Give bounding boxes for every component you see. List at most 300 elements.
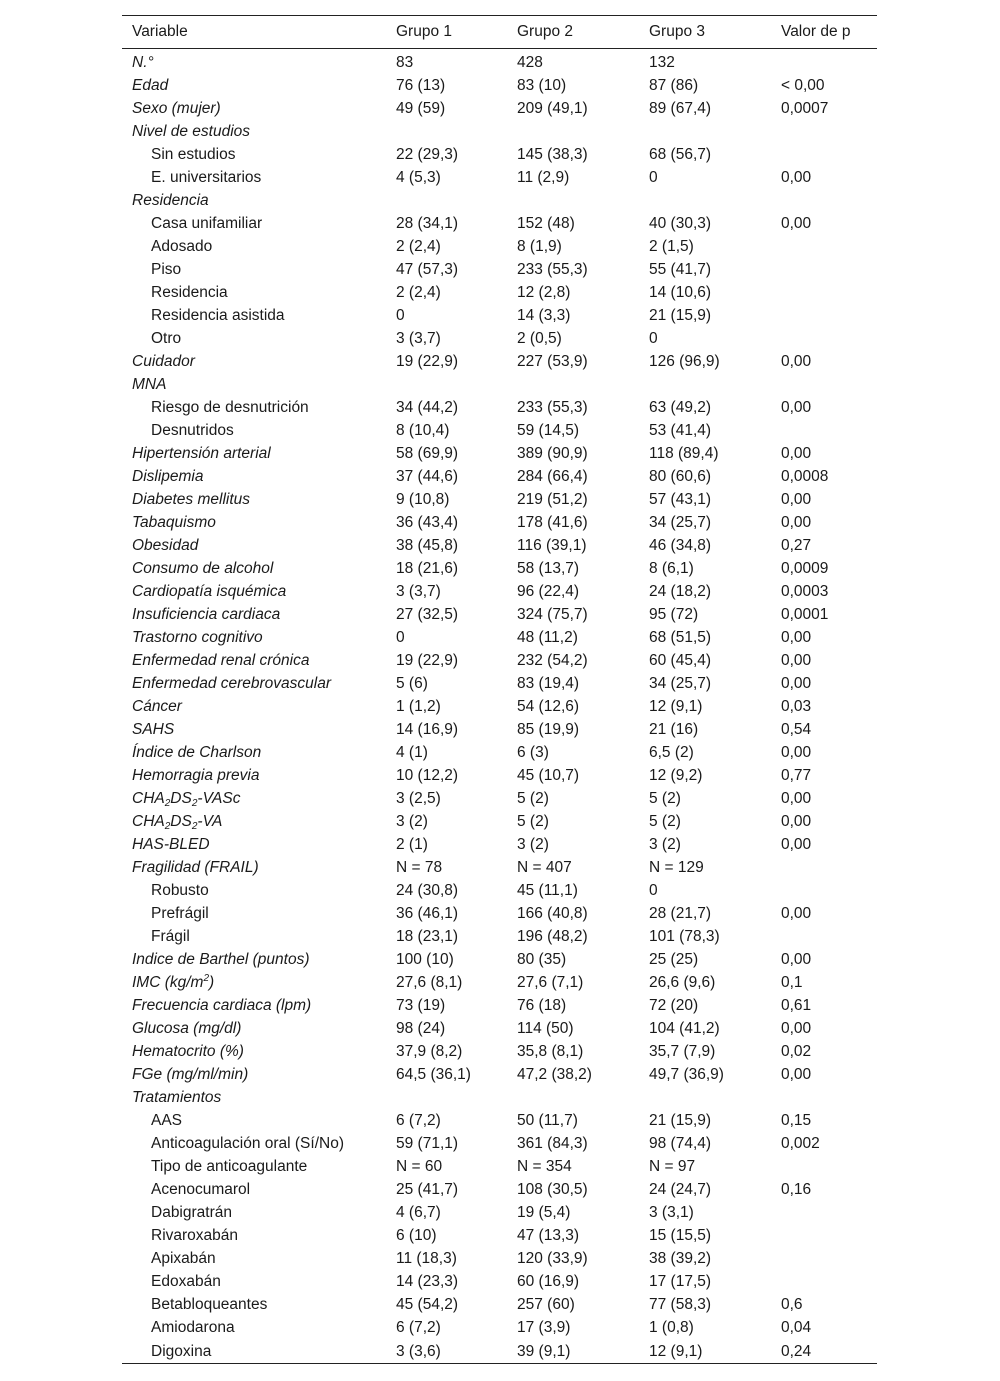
grupo-1-value: 3 (2,5) — [396, 790, 441, 807]
p-value: 0,03 — [781, 698, 812, 715]
table-row — [122, 1040, 877, 1063]
row-label: Casa unifamiliar — [151, 215, 263, 232]
p-value — [771, 281, 877, 304]
grupo-3-value: 5 (2) — [649, 813, 681, 830]
grupo-1-value: 6 (10) — [396, 1227, 437, 1244]
grupo-1-value: 24 (30,8) — [396, 882, 459, 899]
table-row — [122, 695, 877, 718]
grupo-2-value — [507, 373, 639, 396]
grupo-2-value: 166 (40,8) — [517, 905, 588, 922]
grupo-1-value: 45 (54,2) — [396, 1296, 459, 1313]
row-label: E. universitarios — [151, 169, 262, 186]
grupo-2-value: 45 (10,7) — [517, 767, 580, 784]
grupo-2-value — [507, 189, 639, 212]
grupo-2-value: 35,8 (8,1) — [517, 1043, 584, 1060]
grupo-1-value: 47 (57,3) — [396, 261, 459, 278]
table-row — [122, 511, 877, 534]
row-label: Enfermedad cerebrovascular — [132, 675, 332, 692]
grupo-3-value: 24 (18,2) — [649, 583, 712, 600]
header-variable: Variable — [132, 23, 188, 40]
row-label: Frecuencia cardiaca (lpm) — [132, 997, 312, 1014]
p-value — [771, 856, 877, 879]
grupo-2-value: 83 (19,4) — [517, 675, 580, 692]
grupo-3-value: 40 (30,3) — [649, 215, 712, 232]
table-row — [122, 143, 877, 166]
grupo-3-value — [639, 189, 771, 212]
row-label: Amiodarona — [151, 1319, 235, 1336]
p-value: 0,61 — [781, 997, 812, 1014]
row-label: Cuidador — [132, 353, 195, 370]
table-row — [122, 442, 877, 465]
row-label: Nivel de estudios — [132, 123, 251, 140]
grupo-2-value: 108 (30,5) — [517, 1181, 588, 1198]
grupo-2-value: 389 (90,9) — [517, 445, 588, 462]
table-row — [122, 304, 877, 327]
p-value — [771, 304, 877, 327]
grupo-2-value — [507, 1086, 639, 1109]
p-value — [771, 258, 877, 281]
grupo-3-value: 5 (2) — [649, 790, 681, 807]
grupo-2-value: 324 (75,7) — [517, 606, 588, 623]
header-grupo-2: Grupo 2 — [517, 23, 574, 40]
p-value: 0,002 — [781, 1135, 820, 1152]
table-row — [122, 212, 877, 235]
grupo-2-value — [507, 120, 639, 143]
grupo-2-value: 145 (38,3) — [517, 146, 588, 163]
grupo-3-value: 68 (56,7) — [649, 146, 712, 163]
p-value: 0,00 — [781, 514, 812, 531]
grupo-1-value: 59 (71,1) — [396, 1135, 459, 1152]
grupo-2-value: 85 (19,9) — [517, 721, 580, 738]
table-row — [122, 994, 877, 1017]
grupo-3-value: 21 (15,9) — [649, 1112, 712, 1129]
grupo-3-value: 1 (0,8) — [649, 1319, 694, 1336]
table-row — [122, 1339, 877, 1364]
grupo-1-value: N = 78 — [396, 859, 443, 876]
row-label: Riesgo de desnutrición — [151, 399, 309, 416]
grupo-2-value: 45 (11,1) — [517, 882, 578, 899]
grupo-2-value: 47 (13,3) — [517, 1227, 580, 1244]
grupo-1-value: 18 (23,1) — [396, 928, 459, 945]
grupo-3-value: 3 (3,1) — [649, 1204, 694, 1221]
grupo-3-value: 0 — [649, 882, 658, 899]
grupo-3-value: 8 (6,1) — [649, 560, 694, 577]
grupo-1-value: 10 (12,2) — [396, 767, 459, 784]
grupo-3-value: 80 (60,6) — [649, 468, 712, 485]
grupo-3-value: 68 (51,5) — [649, 629, 712, 646]
table-row — [122, 557, 877, 580]
row-label: $CHA_2DS_2-VA$ — [132, 813, 223, 832]
grupo-1-value: 8 (10,4) — [396, 422, 450, 439]
p-value — [771, 879, 877, 902]
grupo-3-value: 60 (45,4) — [649, 652, 712, 669]
row-label: $CHA_2DS_2$-VASc — [132, 790, 241, 809]
grupo-3-value — [639, 373, 771, 396]
grupo-3-value: 12 (9,1) — [649, 698, 703, 715]
grupo-1-value: 28 (34,1) — [396, 215, 459, 232]
grupo-2-value: 5 (2) — [517, 813, 549, 830]
p-value: 0,00 — [781, 1066, 812, 1083]
table-row — [122, 833, 877, 856]
grupo-2-value: 11 (2,9) — [517, 169, 570, 186]
grupo-2-value: 83 (10) — [517, 77, 567, 94]
row-label: Anticoagulación oral (Sí/No) — [151, 1135, 344, 1152]
grupo-3-value: 38 (39,2) — [649, 1250, 712, 1267]
table-row — [122, 189, 877, 212]
table-row — [122, 1201, 877, 1224]
p-value: 0,0001 — [781, 606, 829, 623]
row-label: HAS-BLED — [132, 836, 210, 853]
grupo-3-value: 6,5 (2) — [649, 744, 694, 761]
table-row — [122, 718, 877, 741]
grupo-3-value: 55 (41,7) — [649, 261, 712, 278]
row-label: Piso — [151, 261, 182, 278]
row-label: N.° — [132, 54, 154, 71]
table-row — [122, 1132, 877, 1155]
grupo-1-value: 14 (16,9) — [396, 721, 459, 738]
grupo-3-value: 15 (15,5) — [649, 1227, 712, 1244]
grupo-3-value: 3 (2) — [649, 836, 681, 853]
table-row — [122, 1224, 877, 1247]
table-row — [122, 396, 877, 419]
table-row — [122, 281, 877, 304]
grupo-1-value: 4 (1) — [396, 744, 428, 761]
table-row — [122, 1063, 877, 1086]
row-label: Trastorno cognitivo — [132, 629, 263, 646]
grupo-1-value: 6 (7,2) — [396, 1319, 441, 1336]
p-value: 0,02 — [781, 1043, 812, 1060]
row-label: Fragilidad (FRAIL) — [132, 859, 259, 876]
grupo-1-value: 4 (6,7) — [396, 1204, 441, 1221]
row-label: Tipo de anticoagulante — [151, 1158, 308, 1175]
grupo-3-value: 104 (41,2) — [649, 1020, 720, 1037]
row-label: Obesidad — [132, 537, 199, 554]
table-row — [122, 350, 877, 373]
p-value: 0,00 — [781, 905, 812, 922]
table-row — [122, 580, 877, 603]
grupo-1-value: 0 — [396, 307, 405, 324]
grupo-3-value: 21 (16) — [649, 721, 699, 738]
row-label: Robusto — [151, 882, 209, 899]
row-label: Tratamientos — [132, 1089, 222, 1106]
row-label: Hematocrito (%) — [132, 1043, 244, 1060]
grupo-2-value: 47,2 (38,2) — [517, 1066, 592, 1083]
grupo-3-value: 63 (49,2) — [649, 399, 712, 416]
grupo-2-value: 120 (33,9) — [517, 1250, 588, 1267]
p-value: 0,00 — [781, 629, 812, 646]
row-label: Consumo de alcohol — [132, 560, 274, 577]
grupo-3-value: 24 (24,7) — [649, 1181, 712, 1198]
row-label: Insuficiencia cardiaca — [132, 606, 281, 623]
grupo-2-value: 14 (3,3) — [517, 307, 571, 324]
grupo-1-value: 37,9 (8,2) — [396, 1043, 463, 1060]
table-row — [122, 373, 877, 396]
grupo-1-value: 3 (3,7) — [396, 583, 441, 600]
table-body — [122, 49, 877, 1364]
grupo-2-value: N = 354 — [517, 1158, 572, 1175]
row-label: Prefrágil — [151, 905, 209, 922]
grupo-3-value: 2 (1,5) — [649, 238, 694, 255]
grupo-2-value: 39 (9,1) — [507, 1339, 639, 1364]
table-row — [122, 488, 877, 511]
p-value: 0,00 — [781, 169, 812, 186]
grupo-3-value: 34 (25,7) — [649, 514, 712, 531]
table-row — [122, 879, 877, 902]
grupo-2-value: 60 (16,9) — [517, 1273, 580, 1290]
grupo-1-value: 34 (44,2) — [396, 399, 459, 416]
grupo-1-value: 0 — [396, 629, 405, 646]
grupo-3-value: 34 (25,7) — [649, 675, 712, 692]
row-label: AAS — [151, 1112, 183, 1129]
grupo-3-value: 72 (20) — [649, 997, 699, 1014]
grupo-3-value: 0 — [649, 330, 658, 347]
grupo-2-value: 152 (48) — [517, 215, 575, 232]
grupo-1-value: 3 (2) — [396, 813, 428, 830]
table-row — [122, 1270, 877, 1293]
grupo-2-value: 233 (55,3) — [517, 399, 588, 416]
table-row — [122, 1293, 877, 1316]
p-value — [771, 189, 877, 212]
table-row — [122, 1178, 877, 1201]
grupo-2-value: 80 (35) — [517, 951, 567, 968]
data-table — [122, 15, 877, 1364]
table-row — [122, 971, 877, 994]
row-label: IMC $(kg/m^2)$ — [132, 973, 215, 991]
grupo-1-value: 100 (10) — [396, 951, 454, 968]
grupo-3-value: 101 (78,3) — [649, 928, 720, 945]
grupo-2-value: 233 (55,3) — [517, 261, 588, 278]
grupo-1-value — [385, 1086, 507, 1109]
grupo-3-value: 25 (25) — [649, 951, 699, 968]
grupo-3-value: 98 (74,4) — [649, 1135, 712, 1152]
p-value: 0,1 — [781, 974, 803, 991]
p-value: 0,00 — [781, 652, 812, 669]
grupo-1-value: 36 (46,1) — [396, 905, 459, 922]
p-value: 0,00 — [781, 836, 812, 853]
grupo-2-value: 5 (2) — [517, 790, 549, 807]
grupo-2-value: 232 (54,2) — [517, 652, 588, 669]
grupo-1-value: 2 (1) — [396, 836, 428, 853]
grupo-2-value: 17 (3,9) — [517, 1319, 571, 1336]
row-label: SAHS — [132, 721, 175, 738]
row-label: Dislipemia — [132, 468, 204, 485]
grupo-1-value: 27,6 (8,1) — [396, 974, 463, 991]
grupo-3-value: 0 — [649, 169, 658, 186]
grupo-2-value: 48 (11,2) — [517, 629, 578, 646]
table-row — [122, 764, 877, 787]
p-value: 0,77 — [781, 767, 812, 784]
p-value: 0,00 — [781, 491, 812, 508]
table-row — [122, 787, 877, 810]
grupo-1-value: 38 (45,8) — [396, 537, 459, 554]
header-grupo-3: Grupo 3 — [649, 23, 706, 40]
table-row — [122, 327, 877, 350]
table-row — [122, 1017, 877, 1040]
p-value: 0,00 — [781, 445, 812, 462]
grupo-1-value: 76 (13) — [396, 77, 446, 94]
grupo-2-value: 219 (51,2) — [517, 491, 588, 508]
table-row — [122, 948, 877, 971]
row-label: Acenocumarol — [151, 1181, 251, 1198]
table-row — [122, 1109, 877, 1132]
grupo-3-value: 46 (34,8) — [649, 537, 712, 554]
row-label: Glucosa (mg/dl) — [132, 1020, 242, 1037]
table-row — [122, 1316, 877, 1339]
row-label: Frágil — [151, 928, 190, 945]
grupo-3-value: 77 (58,3) — [649, 1296, 712, 1313]
grupo-1-value: 3 (3,7) — [396, 330, 441, 347]
p-value: 0,0007 — [781, 100, 829, 117]
grupo-1-value: 49 (59) — [396, 100, 446, 117]
table-row — [122, 902, 877, 925]
p-value: 0,54 — [781, 721, 812, 738]
p-value: 0,04 — [781, 1319, 812, 1336]
table-row — [122, 672, 877, 695]
row-label: Tabaquismo — [132, 514, 216, 531]
table-row — [122, 97, 877, 120]
row-label: Cardiopatía isquémica — [132, 583, 287, 600]
table-row — [122, 649, 877, 672]
grupo-1-value: N = 60 — [396, 1158, 443, 1175]
row-label: Desnutridos — [151, 422, 234, 439]
grupo-2-value: 54 (12,6) — [517, 698, 580, 715]
p-value — [771, 120, 877, 143]
p-value — [771, 373, 877, 396]
row-label: Betabloqueantes — [151, 1296, 268, 1313]
grupo-1-value: 1 (1,2) — [396, 698, 441, 715]
p-value: 0,00 — [781, 744, 812, 761]
row-label: Dabigratrán — [151, 1204, 232, 1221]
grupo-3-value: 118 (89,4) — [649, 445, 719, 462]
grupo-1-value: 11 (18,3) — [396, 1250, 457, 1267]
table-row — [122, 258, 877, 281]
row-label: Edoxabán — [151, 1273, 221, 1290]
grupo-1-value: 4 (5,3) — [396, 169, 441, 186]
p-value: 0,0003 — [781, 583, 829, 600]
grupo-1-value: 2 (2,4) — [396, 238, 441, 255]
p-value: 0,6 — [781, 1296, 803, 1313]
table-row — [122, 925, 877, 948]
grupo-3-value: N = 97 — [649, 1158, 696, 1175]
grupo-1-value: 9 (10,8) — [396, 491, 450, 508]
grupo-2-value: 59 (14,5) — [517, 422, 580, 439]
grupo-3-value — [639, 1086, 771, 1109]
grupo-2-value: 428 — [517, 54, 543, 71]
p-value — [771, 1270, 877, 1293]
grupo-1-value: 27 (32,5) — [396, 606, 459, 623]
row-label: Indice de Barthel (puntos) — [132, 951, 310, 968]
grupo-1-value: 58 (69,9) — [396, 445, 459, 462]
row-label: Residencia — [132, 192, 209, 209]
grupo-3-value: 89 (67,4) — [649, 100, 712, 117]
row-label: Edad — [132, 77, 169, 94]
row-label: Sexo (mujer) — [132, 100, 221, 117]
grupo-3-value: 95 (72) — [649, 606, 699, 623]
p-value — [771, 49, 877, 75]
data-table-container — [122, 15, 877, 1364]
p-value — [771, 925, 877, 948]
p-value: 0,27 — [781, 537, 812, 554]
p-value: 0,00 — [781, 790, 812, 807]
grupo-2-value: 96 (22,4) — [517, 583, 580, 600]
p-value: 0,00 — [781, 951, 812, 968]
p-value: 0,0009 — [781, 560, 829, 577]
row-label: Digoxina — [122, 1339, 385, 1364]
grupo-3-value: N = 129 — [649, 859, 704, 876]
p-value: 0,00 — [781, 1020, 812, 1037]
grupo-3-value: 126 (96,9) — [649, 353, 720, 370]
grupo-2-value: 6 (3) — [517, 744, 549, 761]
row-label: Índice de Charlson — [132, 744, 262, 761]
grupo-3-value: 21 (15,9) — [649, 307, 712, 324]
grupo-1-value: 19 (22,9) — [396, 652, 459, 669]
table-row — [122, 49, 877, 75]
table-row — [122, 235, 877, 258]
row-label: Apixabán — [151, 1250, 216, 1267]
grupo-1-value: 25 (41,7) — [396, 1181, 459, 1198]
grupo-3-value: 26,6 (9,6) — [649, 974, 716, 991]
header-grupo-1: Grupo 1 — [396, 23, 453, 40]
row-label: MNA — [132, 376, 167, 393]
grupo-2-value: 227 (53,9) — [517, 353, 588, 370]
p-value — [771, 1155, 877, 1178]
grupo-2-value: 257 (60) — [517, 1296, 575, 1313]
p-value: 0,00 — [781, 675, 812, 692]
grupo-1-value: 98 (24) — [396, 1020, 446, 1037]
table-row — [122, 465, 877, 488]
table-row — [122, 534, 877, 557]
grupo-3-value: 35,7 (7,9) — [649, 1043, 716, 1060]
grupo-2-value: 361 (84,3) — [517, 1135, 588, 1152]
grupo-2-value: 2 (0,5) — [517, 330, 562, 347]
grupo-1-value: 18 (21,6) — [396, 560, 459, 577]
table-row — [122, 1155, 877, 1178]
grupo-1-value: 3 (3,6) — [385, 1339, 507, 1364]
grupo-1-value: 83 — [396, 54, 414, 71]
row-label: Residencia — [151, 284, 228, 301]
row-label: Otro — [151, 330, 182, 347]
table-row — [122, 626, 877, 649]
row-label: Rivaroxabán — [151, 1227, 239, 1244]
header-valor-p: Valor de p — [781, 23, 851, 40]
grupo-3-value: 53 (41,4) — [649, 422, 712, 439]
grupo-2-value: N = 407 — [517, 859, 572, 876]
row-label: Adosado — [151, 238, 213, 255]
p-value — [771, 1201, 877, 1224]
table-row — [122, 810, 877, 833]
p-value — [771, 327, 877, 350]
table-row — [122, 419, 877, 442]
grupo-3-value: 12 (9,2) — [649, 767, 703, 784]
grupo-3-value: 49,7 (36,9) — [649, 1066, 724, 1083]
table-row — [122, 120, 877, 143]
p-value — [771, 419, 877, 442]
row-label: Cáncer — [132, 698, 182, 715]
p-value — [771, 235, 877, 258]
grupo-2-value: 3 (2) — [517, 836, 549, 853]
grupo-1-value — [385, 373, 507, 396]
grupo-3-value: 87 (86) — [649, 77, 699, 94]
p-value: 0,16 — [781, 1181, 812, 1198]
grupo-1-value — [385, 120, 507, 143]
table-row — [122, 856, 877, 879]
grupo-2-value: 114 (50) — [517, 1020, 574, 1037]
p-value: 0,0008 — [781, 468, 829, 485]
grupo-1-value: 19 (22,9) — [396, 353, 459, 370]
grupo-2-value: 12 (2,8) — [517, 284, 571, 301]
grupo-1-value: 36 (43,4) — [396, 514, 459, 531]
row-label: Hipertensión arterial — [132, 445, 271, 462]
